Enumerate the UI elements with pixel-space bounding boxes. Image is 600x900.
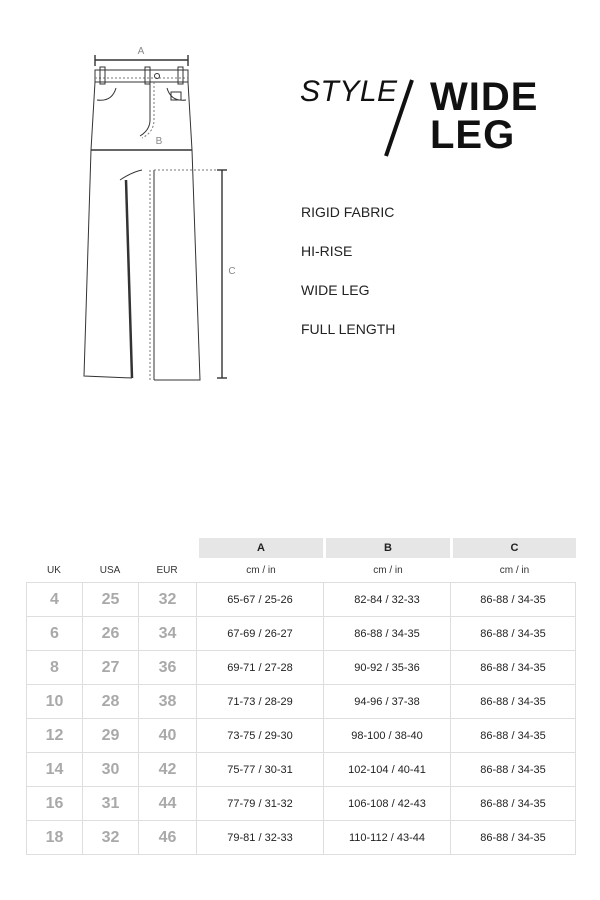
measure-a-cell: 65-67 / 25-26 [196,582,323,616]
table-row [26,650,576,684]
measure-c-label: C [228,266,236,277]
size-usa-cell: 28 [82,684,138,718]
style-prefix: STYLE [300,75,398,108]
feature-item: RIGID FABRIC [301,204,395,220]
size-eur-cell: 44 [138,786,196,820]
size-usa-cell: 32 [82,820,138,855]
measure-b-cell: 102-104 / 40-41 [323,752,450,786]
size-chart-table [26,538,576,855]
size-rows [26,582,576,855]
measure-b-cell: 98-100 / 38-40 [323,718,450,752]
size-eur-cell: 36 [138,650,196,684]
measure-c-cell: 86-88 / 34-35 [450,684,576,718]
size-eur-cell: 40 [138,718,196,752]
measure-a-cell: 67-69 / 26-27 [196,616,323,650]
header-eur: EUR [156,564,178,576]
header-c: C [450,538,576,558]
style-name-line1: WIDE [430,75,539,119]
size-eur-cell: 38 [138,684,196,718]
size-uk-cell: 18 [26,820,82,855]
size-uk-cell: 10 [26,684,82,718]
table-row [26,820,576,855]
measure-c-cell: 86-88 / 34-35 [450,650,576,684]
size-usa-cell: 25 [82,582,138,616]
measure-c-line [217,170,227,378]
size-usa-cell: 27 [82,650,138,684]
measure-c-cell: 86-88 / 34-35 [450,752,576,786]
measure-b-label: B [155,136,163,147]
measure-a-cell: 75-77 / 30-31 [196,752,323,786]
measure-c-cell: 86-88 / 34-35 [450,616,576,650]
size-usa-cell: 31 [82,786,138,820]
header-usa: USA [99,564,121,576]
waistband [95,67,188,84]
size-eur-cell: 42 [138,752,196,786]
table-row [26,786,576,820]
measure-a-label: A [137,46,145,57]
measure-a-cell: 79-81 / 32-33 [196,820,323,855]
feature-list [301,204,395,360]
measure-b-cell: 110-112 / 43-44 [323,820,450,855]
jeans-legs [84,150,200,380]
style-name [430,75,539,157]
size-eur-cell: 32 [138,582,196,616]
table-row [26,616,576,650]
measure-b-cell: 90-92 / 35-36 [323,650,450,684]
header-uk: UK [47,564,61,576]
table-row [26,582,576,616]
measure-b-cell: 94-96 / 37-38 [323,684,450,718]
slash-divider [382,78,416,158]
size-eur-cell: 46 [138,820,196,855]
measure-a-cell: 71-73 / 28-29 [196,684,323,718]
unit-label-c: cm / in [450,558,576,582]
size-usa-cell: 30 [82,752,138,786]
unit-label-b: cm / in [323,558,450,582]
measure-a-cell: 69-71 / 27-28 [196,650,323,684]
table-row [26,752,576,786]
feature-item: WIDE LEG [301,282,370,298]
measure-b-cell: 106-108 / 42-43 [323,786,450,820]
feature-item: HI-RISE [301,243,353,259]
measure-a-cell: 77-79 / 31-32 [196,786,323,820]
style-name-line2: LEG [430,113,516,157]
measure-c-cell: 86-88 / 34-35 [450,820,576,855]
measure-b-cell: 82-84 / 32-33 [323,582,450,616]
measure-c-cell: 86-88 / 34-35 [450,582,576,616]
unit-label-a: cm / in [196,558,323,582]
size-uk-cell: 6 [26,616,82,650]
size-uk-cell: 4 [26,582,82,616]
jeans-diagram [70,40,240,390]
header-a: A [196,538,323,558]
size-usa-cell: 26 [82,616,138,650]
measure-a-cell: 73-75 / 29-30 [196,718,323,752]
measure-header-row [26,538,576,558]
header-b: B [323,538,450,558]
table-row [26,718,576,752]
measure-c-cell: 86-88 / 34-35 [450,718,576,752]
jeans-upper [91,82,192,150]
size-uk-cell: 12 [26,718,82,752]
size-uk-cell: 16 [26,786,82,820]
size-usa-cell: 29 [82,718,138,752]
size-eur-cell: 34 [138,616,196,650]
table-row [26,684,576,718]
size-uk-cell: 14 [26,752,82,786]
measure-c-cell: 86-88 / 34-35 [450,786,576,820]
unit-header-row [26,558,576,582]
size-uk-cell: 8 [26,650,82,684]
measure-b-cell: 86-88 / 34-35 [323,616,450,650]
measure-c-guide [154,170,222,378]
feature-item: FULL LENGTH [301,321,396,337]
